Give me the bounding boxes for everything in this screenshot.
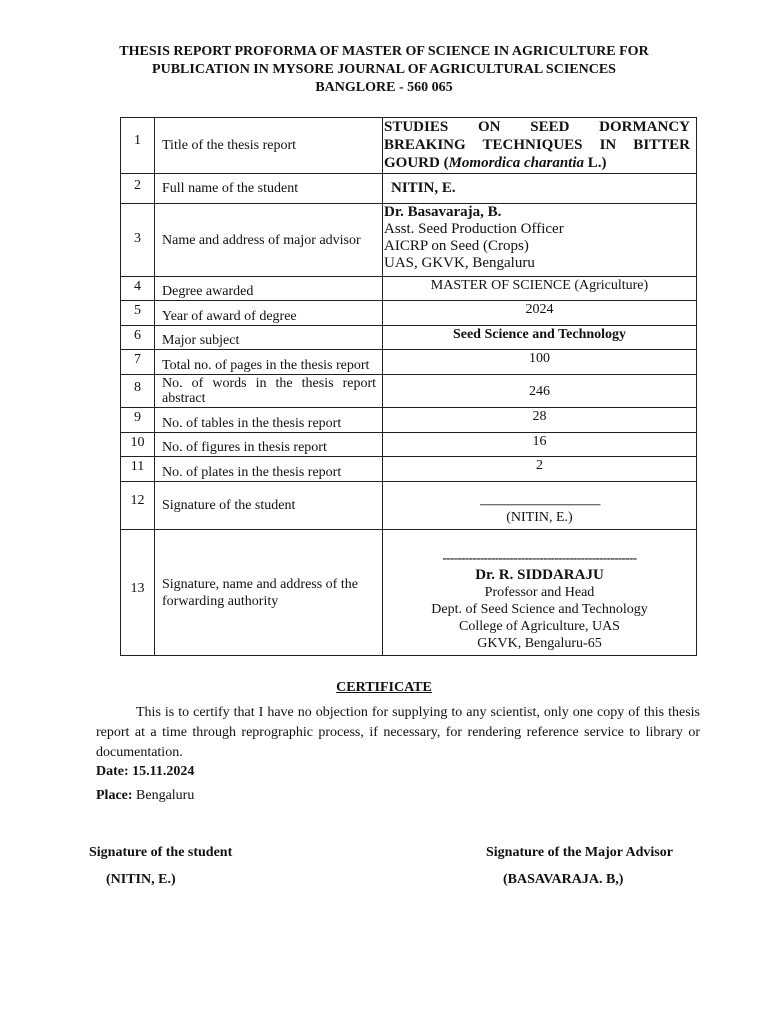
row-label: No. of figures in thesis report [155,433,383,457]
row-number: 8 [121,375,155,408]
table-row [121,457,697,482]
certificate-date: Date: 15.11.2024 [96,764,195,779]
certificate-body: This is to certify that I have no objection for supplying to any scientist, only one copy of this thesis report at a time through reprographic process, if necessary, for rendering reference service to library or documentation. [96,705,700,760]
authority-department: Dept. of Seed Science and Technology [431,602,648,617]
row-label: Total no. of pages in the thesis report [155,350,383,375]
student-name: NITIN, E. [383,174,697,204]
authority-college: College of Agriculture, UAS [459,619,620,634]
row-number: 9 [121,408,155,433]
thesis-title-line-2: BREAKING TECHNIQUES IN BITTER [384,137,690,153]
row-number: 11 [121,457,155,482]
forwarding-authority-cell [383,530,697,656]
advisor-signature-name: (BASAVARAJA. B,) [503,872,624,887]
table-row [121,408,697,433]
row-number: 10 [121,433,155,457]
thesis-title-cell [383,118,697,174]
row-number: 6 [121,326,155,350]
title-line-2: PUBLICATION IN MYSORE JOURNAL OF AGRICULTURAL SCIENCES [152,62,616,77]
row-label: Year of award of degree [155,301,383,326]
table-count: 28 [383,408,697,433]
table-row [121,204,697,277]
table-row [121,433,697,457]
row-number: 4 [121,277,155,301]
species-name: Momordica charantia [448,155,585,171]
row-number: 13 [121,530,155,656]
advisor-signature-label: Signature of the Major Advisor [486,845,673,860]
row-number: 1 [121,118,155,174]
advisor-designation: Asst. Seed Production Officer [384,221,564,237]
row-number: 2 [121,174,155,204]
row-label: Signature, name and address of the forwarding authority [155,530,383,656]
row-label: Major subject [155,326,383,350]
authority-designation: Professor and Head [484,585,595,600]
table-row [121,174,697,204]
row-label: Name and address of major advisor [155,204,383,277]
advisor-project: AICRP on Seed (Crops) [384,238,529,254]
row-number: 12 [121,482,155,530]
student-signature-cell [383,482,697,530]
row-label: Title of the thesis report [155,118,383,174]
title-line-1: THESIS REPORT PROFORMA OF MASTER OF SCIENCE IN AGRICULTURE FOR [119,44,649,59]
proforma-table [120,117,697,656]
degree-awarded: MASTER OF SCIENCE (Agriculture) [383,277,697,301]
row-label: Full name of the student [155,174,383,204]
place-value: Bengaluru [136,788,195,803]
advisor-name: Dr. Basavaraja, B. [384,204,502,220]
table-row [121,301,697,326]
student-signature-label: Signature of the student [89,845,233,860]
advisor-institution: UAS, GKVK, Bengaluru [384,255,535,271]
thesis-title-line-3: GOURD (Momordica charantia L.) [384,155,607,171]
title-line-3: BANGLORE - 560 065 [315,80,453,95]
certificate-heading: CERTIFICATE [336,680,432,695]
row-number: 3 [121,204,155,277]
table-row [121,326,697,350]
advisor-address-cell [383,204,697,277]
student-signature-name-bottom: (NITIN, E.) [106,872,176,887]
row-number: 5 [121,301,155,326]
row-label: No. of tables in the thesis report [155,408,383,433]
student-signature-name: (NITIN, E.) [506,510,573,525]
row-label: No. of words in the thesis report abstract [155,375,383,408]
table-row [121,482,697,530]
row-label: Degree awarded [155,277,383,301]
signature-line: ---------------------------------------------------- [442,551,637,565]
major-subject: Seed Science and Technology [383,326,697,350]
authority-name: Dr. R. SIDDARAJU [475,567,604,583]
document-title [100,43,668,97]
table-row [121,277,697,301]
signature-line: -------------------------------------------------------------------------------- [479,499,600,509]
table-row [121,530,697,656]
figure-count: 16 [383,433,697,457]
row-number: 7 [121,350,155,375]
total-pages: 100 [383,350,697,375]
table-row [121,350,697,375]
row-label: Signature of the student [155,482,383,530]
table-row [121,118,697,174]
thesis-title-line-1: STUDIES ON SEED DORMANCY [384,119,690,135]
abstract-word-count: 246 [383,375,697,408]
place-label: Place: [96,788,133,803]
certificate-place [96,788,194,804]
row-label: No. of plates in the thesis report [155,457,383,482]
plate-count: 2 [383,457,697,482]
table-row [121,375,697,408]
authority-location: GKVK, Bengaluru-65 [477,636,602,651]
award-year: 2024 [383,301,697,326]
